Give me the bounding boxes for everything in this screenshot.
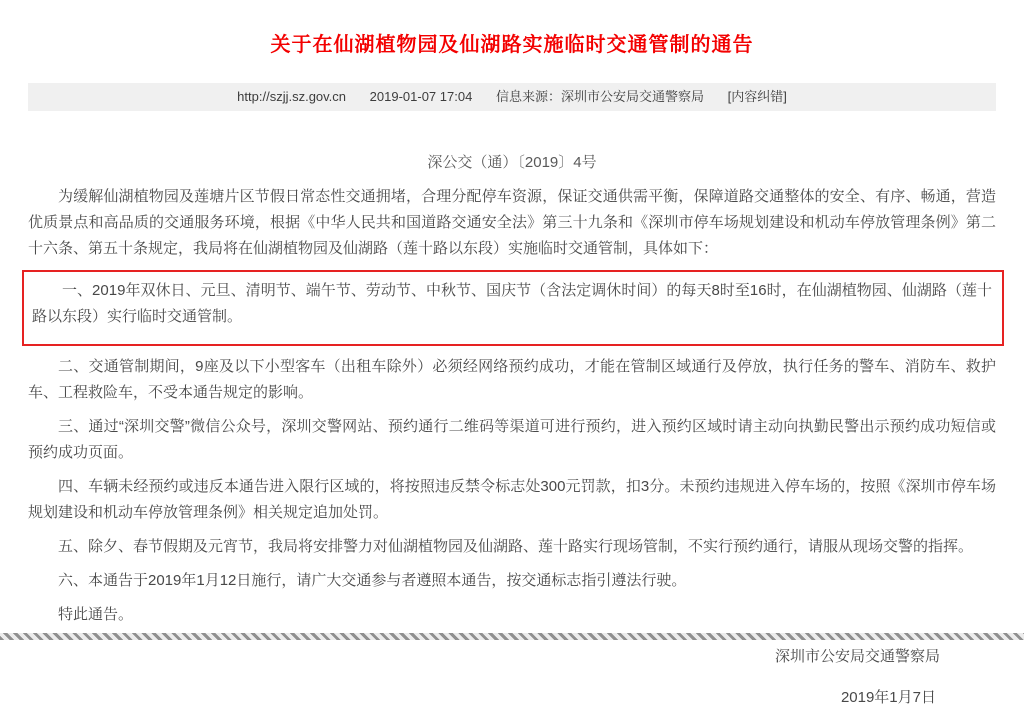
- notice-body: [28, 184, 996, 711]
- red-highlight-box: [22, 270, 1004, 346]
- info-source: 信息来源：深圳市公安局交通警察局: [495, 89, 704, 104]
- closing-line: 特此通告。: [58, 606, 134, 623]
- clause-1-highlighted: 一、2019年双休日、元旦、清明节、端午节、劳动节、中秋节、国庆节（含法定调休时间）的每天8时至16时，在仙湖植物园、仙湖路（莲十路以东段）实行临时交通管制。: [32, 282, 992, 325]
- source-url: http://szjj.sz.gov.cn: [237, 89, 347, 104]
- meta-bar: [28, 83, 996, 111]
- clause-5: 五、除夕、春节假期及元宵节，我局将安排警力对仙湖植物园及仙湖路、莲十路实行现场管制，不实行预约通行，请服从现场交警的指挥。: [58, 538, 974, 555]
- issue-date: 2019年1月7日: [840, 689, 936, 706]
- publish-datetime: 2019-01-07 17:04: [369, 89, 473, 104]
- clause-6: 六、本通告于2019年1月12日施行，请广大交通参与者遵照本通告，按交通标志指引遵法行驶。: [58, 572, 687, 589]
- clause-3: 三、通过“深圳交警”微信公众号，深圳交警网站、预约通行二维码等渠道可进行预约，进入预约区域时请主动向执勤民警出示预约成功短信或预约成功页面。: [28, 418, 996, 461]
- screenshot-torn-edge: [0, 633, 1024, 640]
- clause-2: 二、交通管制期间，9座及以下小型客车（出租车除外）必须经网络预约成功，才能在管制区域通行及停放，执行任务的警车、消防车、救护车、工程救险车，不受本通告规定的影响。: [28, 358, 996, 401]
- document-number: 深公交（通）〔2019〕4号: [427, 154, 597, 171]
- issuer-name: 深圳市公安局交通警察局: [774, 648, 940, 665]
- page-title: 关于在仙湖植物园及仙湖路实施临时交通管制的通告: [270, 34, 754, 56]
- content-correction-link[interactable]: [内容纠错]: [727, 89, 787, 104]
- signature-block: [28, 644, 996, 711]
- clause-4: 四、车辆未经预约或违反本通告进入限行区域的，将按照违反禁令标志处300元罚款，扣3分。未预约违规进入停车场的，按照《深圳市停车场规划建设和机动车停放管理条例》相关规定追加处罚。: [28, 478, 996, 521]
- intro-paragraph: 为缓解仙湖植物园及莲塘片区节假日常态性交通拥堵，合理分配停车资源，保证交通供需平衡，保障道路交通整体的安全、有序、畅通，营造优质景点和高品质的交通服务环境，根据《中华人民共和国道路交通安全法》第三十九条和《深圳市停车场规划建设和机动车停放管理条例》第二十六条、第五十条规定，我局将在仙湖植物园及仙湖路（莲十路以东段）实施临时交通管制，具体如下：: [28, 188, 996, 257]
